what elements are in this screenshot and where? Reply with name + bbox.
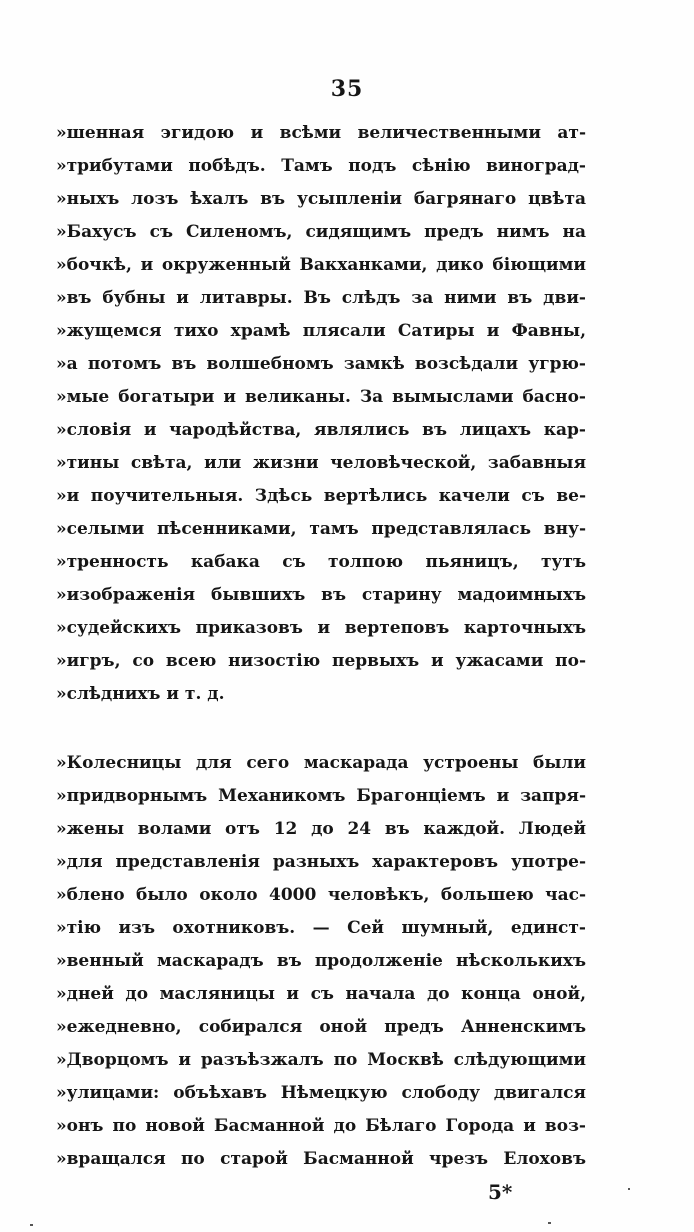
text-line: »для представленія разныхъ характеровъ употре- (56, 852, 586, 872)
text-line: »тины свѣта, или жизни человѣческой, забавныя (56, 453, 586, 473)
text-line: »придворнымъ Механикомъ Брагонціемъ и запря- (56, 786, 586, 806)
text-line: »бочкѣ, и окруженный Вакханками, дико біющими (56, 255, 586, 275)
text-line: »игръ, со всею низостію первыхъ и ужасами по- (56, 651, 586, 671)
text-line: »слѣднихъ и т. д. (56, 684, 225, 704)
text-line: »и поучительныя. Здѣсь вертѣлись качели съ ве- (56, 486, 586, 506)
text-line: »жущемся тихо храмѣ плясали Сатиры и Фавны, (56, 321, 586, 341)
text-line: »улицами: объѣхавъ Нѣмецкую слободу двигался (56, 1083, 586, 1103)
text-line: »мые богатыри и великаны. За вымыслами басно- (56, 387, 586, 407)
signature-mark: 5* (488, 1180, 513, 1204)
print-speck (30, 1224, 33, 1226)
text-line: »Дворцомъ и разъѣзжалъ по Москвѣ слѣдующими (56, 1050, 586, 1070)
text-line: »блено было около 4000 человѣкъ, большею час- (56, 885, 586, 905)
text-line: »а потомъ въ волшебномъ замкѣ возсѣдали угрю- (56, 354, 586, 374)
text-line: »жены волами отъ 12 до 24 въ каждой. Людей (56, 819, 586, 839)
text-line: »селыми пѣсенниками, тамъ представлялась вну- (56, 519, 586, 539)
text-line: »онъ по новой Басманной до Бѣлаго Города и воз- (56, 1116, 586, 1136)
text-line: »изображенія бывшихъ въ старину мадоимныхъ (56, 585, 586, 605)
text-line: »ныхъ лозъ ѣхалъ въ усыпленіи багрянаго цвѣта (56, 189, 586, 209)
text-line: »тренность кабака съ толпою пьяницъ, тутъ (56, 552, 586, 572)
text-line: »ежедневно, собирался оной предъ Анненскимъ (56, 1017, 586, 1037)
text-line: »тію изъ охотниковъ. — Сей шумный, единст- (56, 918, 586, 938)
text-line: »вращался по старой Басманной чрезъ Елоховъ (56, 1149, 586, 1169)
print-speck (628, 1188, 630, 1190)
text-line: »дней до масляницы и съ начала до конца оной, (56, 984, 586, 1004)
text-line: »Бахусъ съ Силеномъ, сидящимъ предъ нимъ на (56, 222, 586, 242)
text-line: »шенная эгидою и всѣми величественными ат- (56, 123, 586, 143)
page-number: 35 (330, 76, 364, 102)
text-line: »судейскихъ приказовъ и вертеповъ карточныхъ (56, 618, 586, 638)
text-line: »венный маскарадъ въ продолженіе нѣсколькихъ (56, 951, 586, 971)
text-line: »словія и чародѣйства, являлись въ лицахъ кар- (56, 420, 586, 440)
print-speck (548, 1222, 551, 1224)
text-line: »трибутами побѣдъ. Тамъ подъ сѣнію виноград- (56, 156, 586, 176)
text-line: »въ бубны и литавры. Въ слѣдъ за ними въ дви- (56, 288, 586, 308)
text-line: »Колесницы для сего маскарада устроены были (56, 753, 586, 773)
